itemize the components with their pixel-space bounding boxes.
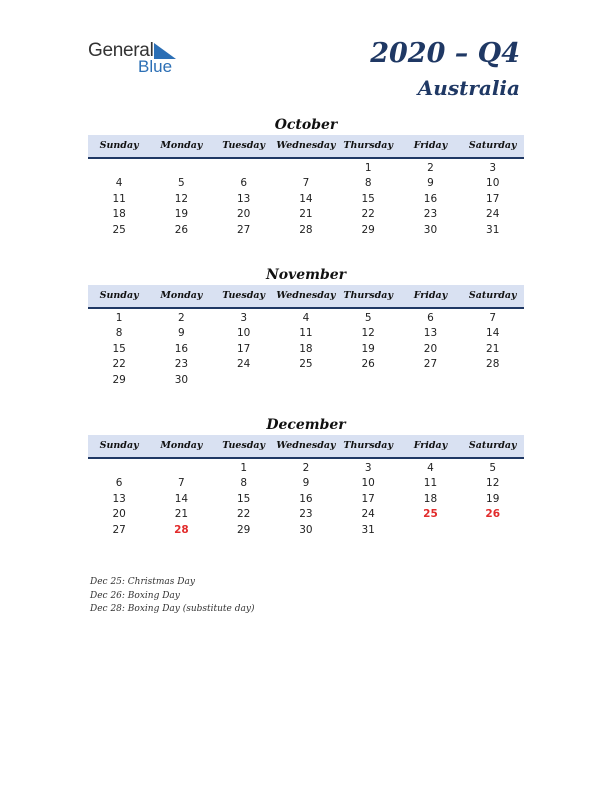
day-cell: 8 [364,177,372,190]
day-cell: 12 [174,192,189,205]
weekday-wednesday: Wednesday [276,290,336,301]
day-cell: 14 [299,192,313,205]
day-cell: 6 [115,477,123,490]
day-cell: 6 [240,177,247,190]
day-cell: 27 [423,358,438,371]
holiday-day-cell: 28 [174,523,189,536]
day-cell: 30 [423,223,438,236]
weekday-saturday: Saturday [468,290,517,301]
weekday-sunday: Sunday [99,140,139,151]
weekday-friday: Friday [413,440,448,451]
day-cell: 2 [427,162,434,174]
day-cell: 27 [236,223,251,236]
empty-day-cell [150,461,212,476]
day-cell: 14 [486,327,500,340]
logo [88,40,188,80]
day-cell: 7 [178,477,185,490]
day-cell: 7 [489,312,497,324]
day-cell: 21 [486,342,500,355]
day-cell: 23 [174,358,189,371]
day-cell: 1 [364,162,372,174]
day-cell: 5 [178,177,185,190]
day-cell: 19 [174,208,189,221]
day-cell: 31 [361,523,375,536]
day-cell: 3 [489,162,497,174]
day-cell: 29 [112,373,126,386]
day-cell: 4 [427,462,434,474]
day-cell: 22 [361,208,375,221]
page-title: 2020 – Q4 [370,38,520,69]
month-title: December [266,417,346,433]
day-cell: 3 [240,312,247,324]
day-cell: 24 [486,208,500,221]
day-cell: 5 [489,462,497,474]
day-cell: 11 [299,327,313,340]
month-title: October [274,117,338,133]
day-cell: 21 [299,208,313,221]
day-cell: 30 [174,373,189,386]
day-cell: 29 [361,223,375,236]
empty-day-cell [150,161,212,176]
day-cell: 26 [174,223,189,236]
weekday-thursday: Thursday [343,140,393,151]
weekday-monday: Monday [160,140,203,151]
day-cell: 22 [112,358,126,371]
day-cell: 9 [302,477,310,490]
day-cell: 28 [486,358,500,371]
weekday-saturday: Saturday [468,140,517,151]
weekday-wednesday: Wednesday [276,140,336,151]
day-cell: 24 [236,358,251,371]
day-cell: 11 [112,192,126,205]
day-cell: 4 [115,177,123,190]
weekday-header-row [88,285,524,309]
day-cell: 14 [174,492,189,505]
day-cell: 1 [240,462,247,474]
day-cell: 2 [302,462,310,474]
day-cell: 11 [423,477,438,490]
day-cell: 9 [178,327,185,340]
day-cell: 21 [174,508,189,521]
page-subtitle: Australia [417,76,520,100]
month-title: November [265,267,347,283]
day-cell: 20 [423,342,438,355]
day-cell: 7 [302,177,310,190]
day-cell: 18 [112,208,126,221]
weekday-sunday: Sunday [99,440,139,451]
weekday-monday: Monday [160,290,203,301]
day-grid [88,459,524,538]
weekday-tuesday: Tuesday [222,440,266,451]
holiday-note: Dec 28: Boxing Day (substitute day) [90,604,255,614]
day-cell: 18 [299,342,313,355]
weekday-header-row [88,435,524,459]
day-cell: 18 [423,492,438,505]
day-cell: 30 [299,523,313,536]
day-cell: 12 [486,477,500,490]
day-cell: 17 [486,192,500,205]
day-cell: 13 [423,327,438,340]
day-cell: 26 [361,358,375,371]
day-cell: 23 [299,508,313,521]
day-grid [88,159,524,238]
holiday-day-cell: 26 [485,508,501,521]
weekday-saturday: Saturday [468,440,517,451]
weekday-wednesday: Wednesday [276,440,336,451]
day-cell: 20 [236,208,251,221]
day-cell: 20 [112,508,126,521]
day-cell: 5 [364,312,372,324]
weekday-monday: Monday [160,440,203,451]
logo-word-general: General [88,40,154,61]
day-cell: 25 [299,358,313,371]
day-cell: 15 [112,342,126,355]
day-cell: 29 [236,523,251,536]
day-cell: 16 [299,492,313,505]
weekday-thursday: Thursday [343,440,393,451]
empty-day-cell [213,161,275,176]
day-cell: 13 [112,492,126,505]
day-cell: 23 [423,208,438,221]
day-cell: 17 [361,492,375,505]
day-cell: 13 [236,192,251,205]
day-cell: 10 [361,477,375,490]
weekday-header-row [88,135,524,159]
logo-word-blue: Blue [138,57,173,76]
weekday-sunday: Sunday [99,290,139,301]
day-cell: 19 [361,342,375,355]
empty-day-cell [88,161,150,176]
day-cell: 12 [361,327,375,340]
day-cell: 4 [302,312,310,324]
weekday-tuesday: Tuesday [222,140,266,151]
holiday-day-cell: 25 [423,508,438,521]
day-cell: 31 [486,223,500,236]
month-november [88,265,524,388]
day-cell: 10 [236,327,251,340]
day-cell: 27 [112,523,126,536]
day-cell: 24 [361,508,375,521]
day-cell: 19 [486,492,500,505]
weekday-friday: Friday [413,290,448,301]
month-october [88,115,524,238]
weekday-friday: Friday [413,140,448,151]
day-cell: 15 [236,492,251,505]
month-december [88,415,524,538]
weekday-thursday: Thursday [343,290,393,301]
day-cell: 9 [427,177,434,190]
day-cell: 6 [427,312,434,324]
holiday-note: Dec 25: Christmas Day [90,577,195,587]
day-cell: 28 [299,223,313,236]
day-cell: 10 [486,177,500,190]
day-cell: 15 [361,192,375,205]
day-cell: 8 [115,327,123,340]
day-cell: 25 [112,223,126,236]
empty-day-cell [88,461,150,476]
day-cell: 16 [423,192,438,205]
day-cell: 22 [236,508,251,521]
day-cell: 16 [174,342,189,355]
day-grid [88,309,524,388]
holiday-notes [90,576,254,617]
day-cell: 17 [236,342,251,355]
day-cell: 8 [240,477,247,490]
empty-day-cell [275,161,337,176]
day-cell: 2 [178,312,185,324]
day-cell: 3 [364,462,372,474]
day-cell: 1 [115,312,123,324]
holiday-note: Dec 26: Boxing Day [90,590,180,601]
weekday-tuesday: Tuesday [222,290,266,301]
